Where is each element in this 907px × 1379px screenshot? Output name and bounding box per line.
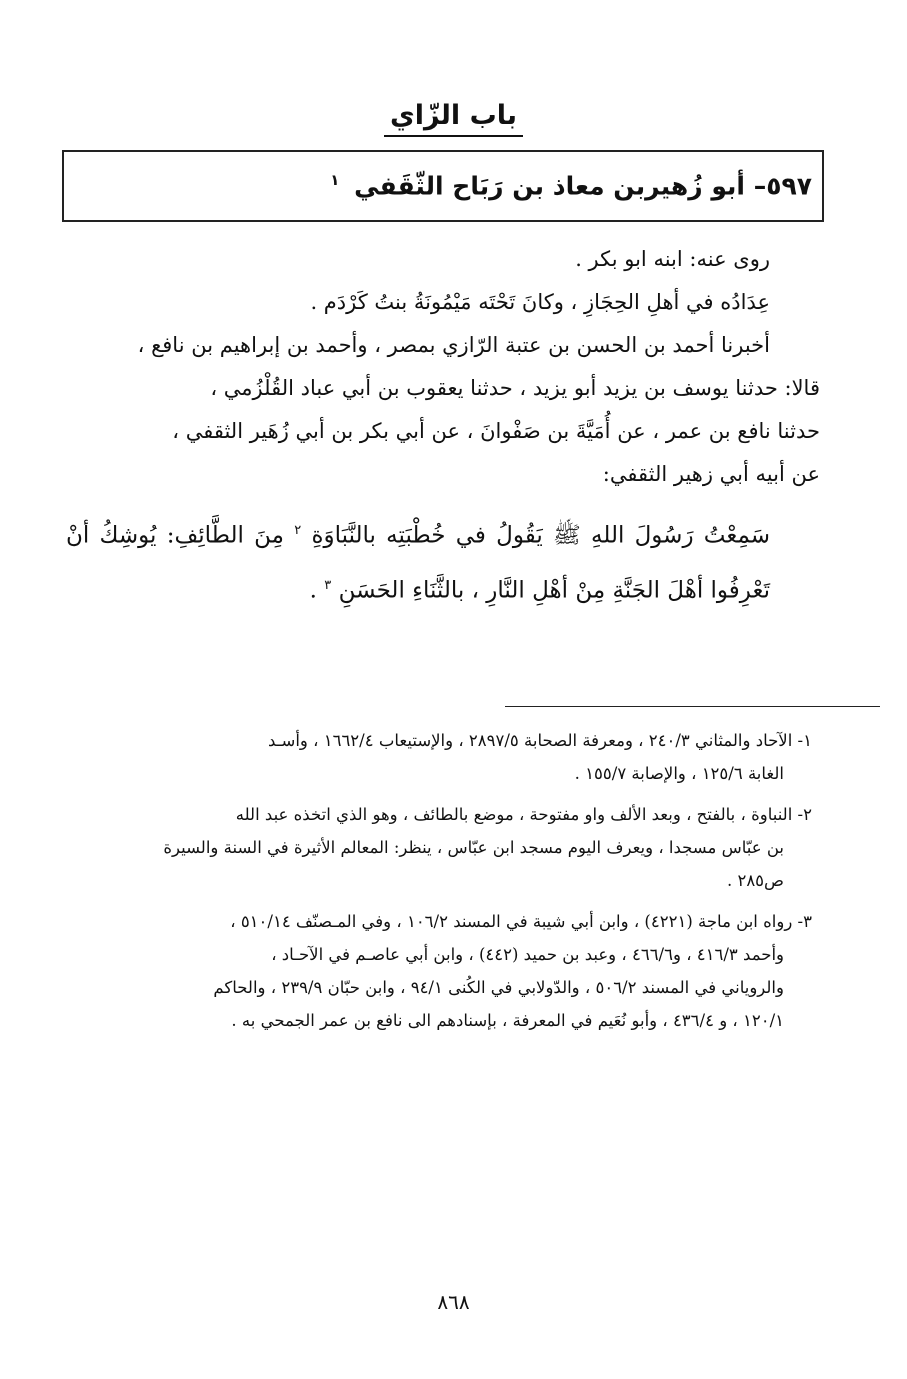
- footnote-line: ص٢٨٥ .: [726, 871, 784, 890]
- body-line: أخبرنا أحمد بن الحسن بن عتبة الرّازي بمصر ، وأحمد بن إبراهيم بن نافع ،: [137, 333, 770, 357]
- hadith-part: سَمِعْتُ رَسُولَ اللهِ ﷺ يَقُولُ في خُطْبَتِه بالنَّبَاوَةِ: [311, 522, 771, 549]
- body-line: روى عنه: ابنه ابو بكر .: [575, 247, 770, 271]
- footnote-line: والروياني في المسند ٥٠٦/٢ ، والدّولابي في الكُنى ٩٤/١ ، وابن حبّان ٢٣٩/٩ ، والحاكم: [213, 978, 784, 997]
- entry-title-box: [62, 150, 824, 222]
- entry-body: [66, 238, 820, 615]
- entry-number: ٥٩٧: [766, 171, 812, 201]
- footnote-ref: ٣: [324, 577, 332, 593]
- body-line: عن أبيه أبي زهير الثقفي:: [602, 462, 820, 486]
- hadith-part: مِنَ الطَّائِفِ: يُوشِكُ أنْ تَعْرِفُوا أهْلَ الجَنَّةِ مِنْ أهْلِ النَّارِ ، بالثَّنَاءِ الحَسَنِ: [66, 522, 770, 604]
- entry-name: أبو زُهيربن معاذ بن رَبَاح الثّقَفي: [354, 171, 745, 201]
- page-number: ٨٦٨: [437, 1290, 470, 1314]
- footnote-ref: ٢: [294, 523, 302, 538]
- footnote-line: ١- الآحاد والمثاني ٢٤٠/٣ ، ومعرفة الصحابة ٢٨٩٧/٥ ، والإستيعاب ١٦٦٢/٤ ، وأسـد: [268, 731, 812, 750]
- footnote-line: وأحمد ٤١٦/٣ ، و٤٦٦/٦ ، وعبد بن حميد (٤٤٢) ، وابن أبي عاصـم في الآحـاد ،: [271, 945, 784, 964]
- body-line: عِدَادُه في أهلِ الحِجَازِ ، وكانَ تَحْتَه مَيْمُونَةُ بنتُ كَرْدَم .: [310, 290, 770, 314]
- body-line: حدثنا نافع بن عمر ، عن أُمَيَّةَ بن صَفْوانَ ، عن أبي بكر بن أبي زُهَير الثقفي ،: [172, 419, 820, 443]
- entry-title: ٥٩٧– أبو زُهيربن معاذ بن رَبَاح الثّقَفي $^١$: [330, 171, 812, 201]
- hadith-text: [66, 506, 820, 615]
- footnote-line: بن عبّاس مسجدا ، ويعرف اليوم مسجد ابن عبّاس ، ينظر: المعالم الأثيرة في السنة والسيرة: [163, 838, 784, 857]
- footnote: [66, 724, 812, 790]
- chapter-heading: [0, 100, 907, 137]
- hadith-end: .: [309, 577, 317, 604]
- footnote-line: ٢- النباوة ، بالفتح ، وبعد الألف واو مفتوحة ، موضع بالطائف ، وهو الذي اتخذه عبد الله: [235, 805, 812, 824]
- footnote: [66, 798, 812, 897]
- entry-footnote-ref: ١: [330, 171, 340, 190]
- footnote-line: ٣- رواه ابن ماجة (٤٢٢١) ، وابن أبي شيبة في المسند ١٠٦/٢ ، وفي المـصنّف ٥١٠/١٤ ،: [230, 912, 812, 931]
- footnote-line: ١٢٠/١ ، و ٤٣٦/٤ ، وأبو نُعَيم في المعرفة ، بإسنادهم الى نافع بن عمر الجمحي به .: [231, 1011, 784, 1030]
- footnote-line: الغابة ١٢٥/٦ ، والإصابة ١٥٥/٧ .: [574, 764, 784, 783]
- footnote-divider: [505, 706, 880, 707]
- footnote: [66, 905, 812, 1037]
- footnotes: [66, 724, 812, 1045]
- body-line: قالا: حدثنا يوسف بن يزيد أبو يزيد ، حدثنا يعقوب بن أبي عباد القُلْزُمي ،: [210, 376, 820, 400]
- chapter-title: باب الزّاي: [384, 100, 523, 137]
